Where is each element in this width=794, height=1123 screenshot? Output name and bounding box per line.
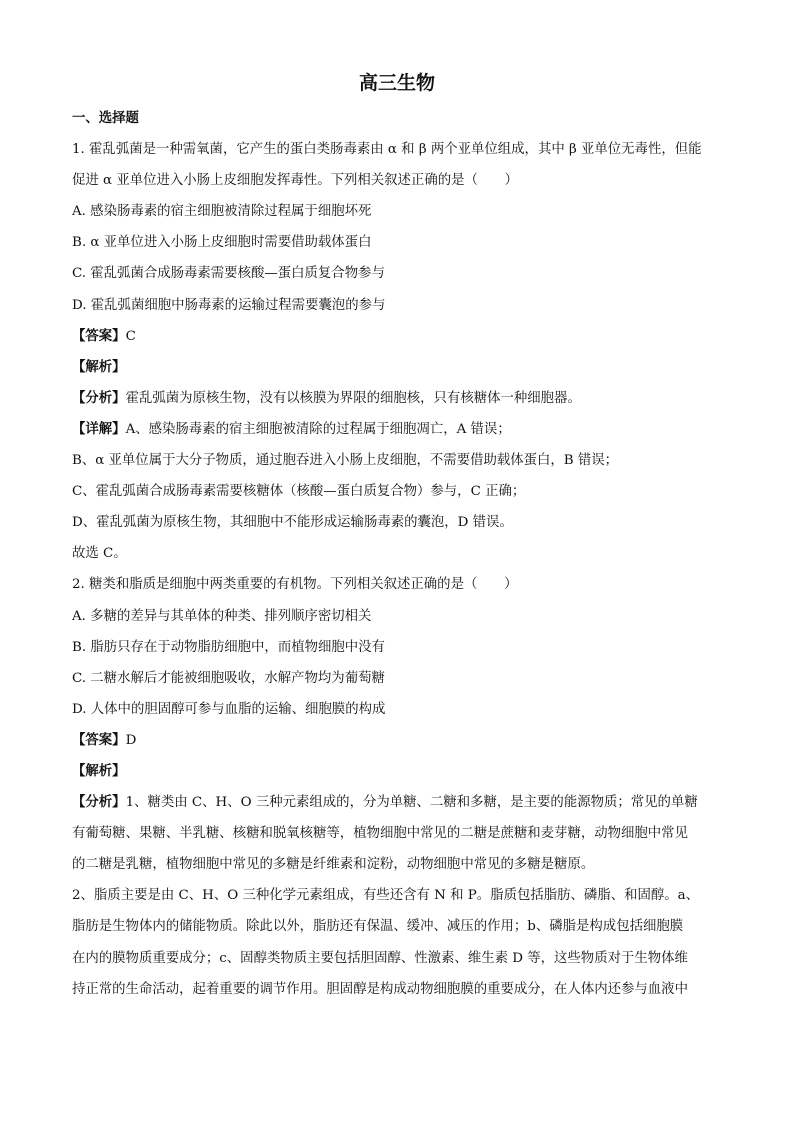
line-text: A、感染肠毒素的宿主细胞被清除的过程属于细胞凋亡，A 错误； bbox=[125, 421, 511, 437]
section-heading: 一、选择题 bbox=[72, 110, 139, 126]
line-text: D bbox=[125, 732, 137, 748]
document-body bbox=[72, 103, 722, 1005]
text-line: 的二糖是乳糖，植物细胞中常见的多糖是纤维素和淀粉，动物细胞中常见的多糖是糖原。 bbox=[72, 857, 595, 873]
line-label: 【详解】 bbox=[72, 420, 126, 437]
line-label: 【解析】 bbox=[72, 358, 126, 375]
text-line: 故选 C。 bbox=[72, 546, 127, 562]
line-text: 1、糖类由 C、H、O 三种元素组成的，分为单糖、二糖和多糖，是主要的能源物质；常见的单糖 bbox=[125, 795, 698, 811]
text-line bbox=[72, 352, 722, 383]
text-line: B. α 亚单位进入小肠上皮细胞时需要借助载体蛋白 bbox=[72, 235, 372, 251]
text-line: 持正常的生命活动，起着重要的调节作用。胆固醇是构成动物细胞膜的重要成分，在人体内还参与血液中 bbox=[72, 981, 688, 997]
text-line bbox=[72, 787, 722, 818]
text-line: 1. 霍乱弧菌是一种需氧菌，它产生的蛋白类肠毒素由 α 和 β 两个亚单位组成，其中 β 亚单位无毒性，但能 bbox=[72, 142, 702, 158]
text-line: A. 感染肠毒素的宿主细胞被清除过程属于细胞坏死 bbox=[72, 204, 372, 220]
text-line: 在内的膜物质重要成分；c、固醇类物质主要包括胆固醇、性激素、维生素 D 等，这些物质对于生物体维 bbox=[72, 950, 688, 966]
line-label: 【解析】 bbox=[72, 762, 126, 779]
text-line: B. 脂肪只存在于动物脂肪细胞中，而植物细胞中没有 bbox=[72, 639, 385, 655]
text-line: 促进 α 亚单位进入小肠上皮细胞发挥毒性。下列相关叙述正确的是（ ） bbox=[72, 173, 519, 189]
text-line bbox=[72, 756, 722, 787]
text-line: D. 人体中的胆固醇可参与血脂的运输、细胞膜的构成 bbox=[72, 701, 386, 717]
text-line: B、α 亚单位属于大分子物质，通过胞吞进入小肠上皮细胞，不需要借助载体蛋白，B 错误； bbox=[72, 453, 619, 469]
text-line bbox=[72, 321, 722, 352]
line-label: 【分析】 bbox=[72, 794, 126, 811]
line-label: 【分析】 bbox=[72, 389, 126, 406]
text-line: C、霍乱弧菌合成肠毒素需要核糖体（核酸—蛋白质复合物）参与，C 正确； bbox=[72, 484, 526, 500]
text-line: A. 多糖的差异与其单体的种类、排列顺序密切相关 bbox=[72, 608, 372, 624]
text-line: D. 霍乱弧菌细胞中肠毒素的运输过程需要囊泡的参与 bbox=[72, 297, 386, 313]
text-line: C. 二糖水解后才能被细胞吸收，水解产物均为葡萄糖 bbox=[72, 670, 385, 686]
text-line: 2. 糖类和脂质是细胞中两类重要的有机物。下列相关叙述正确的是（ ） bbox=[72, 577, 518, 593]
text-line bbox=[72, 414, 722, 445]
page-title: 高三生物 bbox=[358, 72, 435, 94]
text-line: C. 霍乱弧菌合成肠毒素需要核酸—蛋白质复合物参与 bbox=[72, 266, 385, 282]
text-line: 脂肪是生物体内的储能物质。除此以外，脂肪还有保温、缓冲、减压的作用；b、磷脂是构成包括细胞膜 bbox=[72, 919, 684, 935]
text-line: 2、脂质主要是由 C、H、O 三种化学元素组成，有些还含有 N 和 P。脂质包括脂肪、磷脂、和固醇。a、 bbox=[72, 888, 700, 904]
line-label: 【答案】 bbox=[72, 731, 126, 748]
text-line: D、霍乱弧菌为原核生物，其细胞中不能形成运输肠毒素的囊泡，D 错误。 bbox=[72, 515, 513, 531]
text-line bbox=[72, 383, 722, 414]
text-line: 有葡萄糖、果糖、半乳糖、核糖和脱氧核糖等，植物细胞中常见的二糖是蔗糖和麦芽糖，动物细胞中常见 bbox=[72, 826, 688, 842]
line-text: 霍乱弧菌为原核生物，没有以核膜为界限的细胞核，只有核糖体一种细胞器。 bbox=[125, 390, 581, 406]
line-text: C bbox=[125, 328, 136, 344]
line-label: 【答案】 bbox=[72, 327, 126, 344]
text-line bbox=[72, 725, 722, 756]
